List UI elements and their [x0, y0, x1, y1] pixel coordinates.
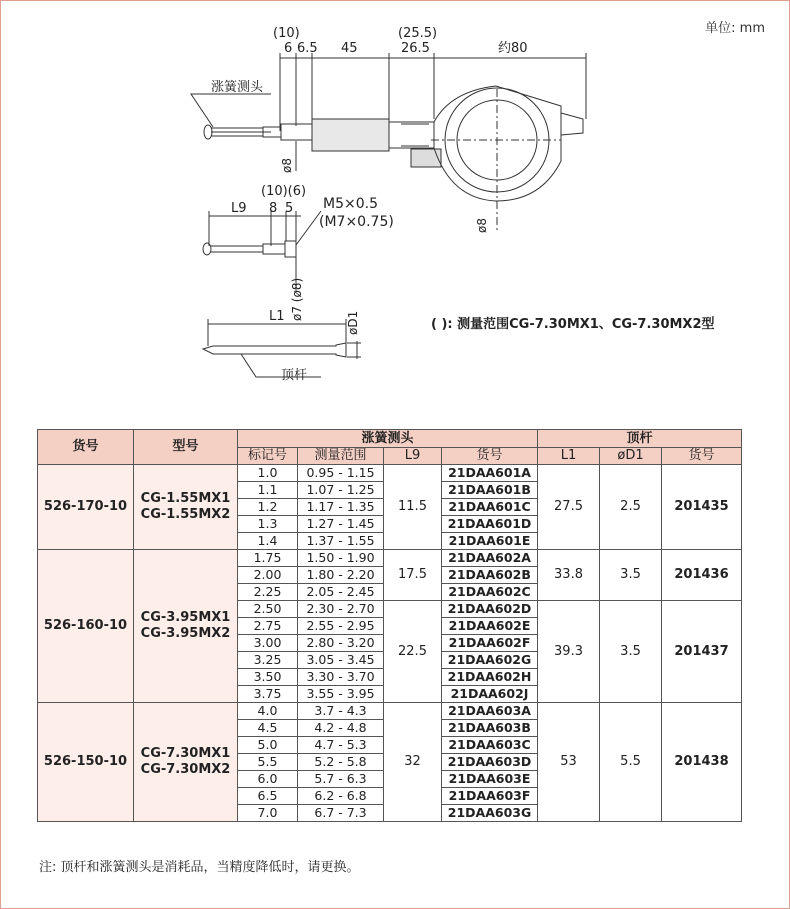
mark-cell: 3.50: [238, 669, 298, 686]
mark-cell: 6.5: [238, 788, 298, 805]
dim-80: 约80: [498, 41, 528, 56]
mark-cell: 5.0: [238, 737, 298, 754]
phi8-label-b: ø8: [475, 218, 489, 233]
range-cell: 5.7 - 6.3: [298, 771, 384, 788]
range-cell: 6.7 - 7.3: [298, 805, 384, 822]
footnote: 注: 顶杆和涨簧测头是消耗品，当精度降低时，请更换。: [39, 860, 360, 875]
thread-spec-1: M5×0.5: [323, 196, 378, 212]
probe-no-cell: 21DAA601C: [442, 499, 538, 516]
range-cell: 5.2 - 5.8: [298, 754, 384, 771]
mark-cell: 3.25: [238, 652, 298, 669]
table-row: [38, 465, 742, 482]
thread-spec-2: (M7×0.75): [319, 214, 394, 230]
item-no-cell: 526-150-10: [38, 703, 134, 822]
mark-cell: 2.25: [238, 584, 298, 601]
probe-no-cell: 21DAA603F: [442, 788, 538, 805]
phi7-label: ø7 (ø8): [290, 277, 304, 321]
dim-10: (10): [273, 26, 300, 41]
rod-no-cell: 201435: [662, 465, 742, 550]
header-probe-group: 涨簧测头: [238, 430, 538, 448]
table-row: [38, 703, 742, 720]
probe-no-cell: 21DAA602E: [442, 618, 538, 635]
probe-no-cell: 21DAA601D: [442, 516, 538, 533]
model-name: CG-3.95MX2: [140, 626, 231, 641]
range-cell: 3.7 - 4.3: [298, 703, 384, 720]
probe-no-cell: 21DAA603E: [442, 771, 538, 788]
probe-no-cell: 21DAA603C: [442, 737, 538, 754]
l1-cell: 33.8: [538, 550, 600, 601]
model-cell: [134, 703, 238, 822]
probe-no-cell: 21DAA603G: [442, 805, 538, 822]
mark-cell: 3.00: [238, 635, 298, 652]
range-cell: 1.37 - 1.55: [298, 533, 384, 550]
range-cell: 1.17 - 1.35: [298, 499, 384, 516]
range-cell: 2.30 - 2.70: [298, 601, 384, 618]
range-cell: 1.27 - 1.45: [298, 516, 384, 533]
range-cell: 1.50 - 1.90: [298, 550, 384, 567]
mark-cell: 6.0: [238, 771, 298, 788]
table-row: [38, 550, 742, 567]
legend-note: ( ): 测量范围CG-7.30MX1、CG-7.30MX2型: [431, 317, 715, 332]
mark-cell: 1.3: [238, 516, 298, 533]
l9-cell: 17.5: [384, 550, 442, 601]
range-cell: 1.80 - 2.20: [298, 567, 384, 584]
mark-cell: 3.75: [238, 686, 298, 703]
mark-cell: 1.4: [238, 533, 298, 550]
l9-cell: 32: [384, 703, 442, 822]
probe-no-cell: 21DAA602G: [442, 652, 538, 669]
dim-26-5: 26.5: [401, 41, 430, 56]
range-cell: 4.7 - 5.3: [298, 737, 384, 754]
l9-cell: 22.5: [384, 601, 442, 703]
model-name: CG-7.30MX2: [140, 762, 231, 777]
spec-table: [37, 429, 742, 822]
probe-no-cell: 21DAA601B: [442, 482, 538, 499]
dim-6-5: 6.5: [297, 41, 318, 56]
probe-no-cell: 21DAA603A: [442, 703, 538, 720]
probe-no-cell: 21DAA602H: [442, 669, 538, 686]
dim-6: 6: [284, 41, 293, 56]
probe-no-cell: 21DAA602D: [442, 601, 538, 618]
mark-cell: 2.00: [238, 567, 298, 584]
header-range: 测量范围: [298, 448, 384, 465]
rod-no-cell: 201438: [662, 703, 742, 822]
model-name: CG-1.55MX2: [140, 507, 231, 522]
probe-no-cell: 21DAA603D: [442, 754, 538, 771]
rod-no-cell: 201437: [662, 601, 742, 703]
item-no-cell: 526-160-10: [38, 550, 134, 703]
model-name: CG-1.55MX1: [140, 491, 231, 506]
mark-cell: 1.2: [238, 499, 298, 516]
header-l9: L9: [384, 448, 442, 465]
d1-cell: 3.5: [600, 601, 662, 703]
range-cell: 3.30 - 3.70: [298, 669, 384, 686]
dim-5: 5: [285, 201, 294, 216]
header-l1: L1: [538, 448, 600, 465]
range-cell: 1.07 - 1.25: [298, 482, 384, 499]
model-name: CG-3.95MX1: [140, 610, 231, 625]
d1-cell: 3.5: [600, 550, 662, 601]
header-item-no: 货号: [38, 430, 134, 465]
model-cell: [134, 550, 238, 703]
mark-cell: 7.0: [238, 805, 298, 822]
dim-8: 8: [269, 201, 278, 216]
probe-no-cell: 21DAA602B: [442, 567, 538, 584]
header-probe-no: 货号: [442, 448, 538, 465]
mark-cell: 1.75: [238, 550, 298, 567]
dim-l9: L9: [231, 201, 247, 216]
probe-no-cell: 21DAA601E: [442, 533, 538, 550]
dim-45: 45: [341, 41, 358, 56]
mark-cell: 2.75: [238, 618, 298, 635]
l1-cell: 39.3: [538, 601, 600, 703]
range-cell: 4.2 - 4.8: [298, 720, 384, 737]
dim-25-5: (25.5): [398, 26, 438, 41]
rod-no-cell: 201436: [662, 550, 742, 601]
rod-label: 顶杆: [281, 368, 308, 383]
item-no-cell: 526-170-10: [38, 465, 134, 550]
mark-cell: 2.50: [238, 601, 298, 618]
mark-cell: 4.0: [238, 703, 298, 720]
probe-no-cell: 21DAA602A: [442, 550, 538, 567]
l9-cell: 11.5: [384, 465, 442, 550]
probe-no-cell: 21DAA602J: [442, 686, 538, 703]
mark-cell: 1.0: [238, 465, 298, 482]
range-cell: 6.2 - 6.8: [298, 788, 384, 805]
phi8-label-a: ø8: [280, 158, 294, 173]
range-cell: 3.55 - 3.95: [298, 686, 384, 703]
range-cell: 3.05 - 3.45: [298, 652, 384, 669]
probe-no-cell: 21DAA602F: [442, 635, 538, 652]
header-rod-group: 顶杆: [538, 430, 742, 448]
probe-label: 涨簧测头: [211, 80, 264, 95]
model-cell: [134, 465, 238, 550]
range-cell: 2.80 - 3.20: [298, 635, 384, 652]
probe-no-cell: 21DAA603B: [442, 720, 538, 737]
mark-cell: 4.5: [238, 720, 298, 737]
unit-label: 单位: mm: [705, 21, 765, 36]
d1-cell: 2.5: [600, 465, 662, 550]
mark-cell: 1.1: [238, 482, 298, 499]
dim-10-6: (10)(6): [261, 184, 307, 199]
model-name: CG-7.30MX1: [140, 746, 231, 761]
probe-no-cell: 21DAA602C: [442, 584, 538, 601]
header-rod-no: 货号: [662, 448, 742, 465]
header-d1: øD1: [600, 448, 662, 465]
range-cell: 2.05 - 2.45: [298, 584, 384, 601]
d1-cell: 5.5: [600, 703, 662, 822]
l1-cell: 27.5: [538, 465, 600, 550]
header-mark: 标记号: [238, 448, 298, 465]
mark-cell: 5.5: [238, 754, 298, 771]
dim-l1: L1: [269, 309, 285, 324]
header-model: 型号: [134, 430, 238, 465]
l1-cell: 53: [538, 703, 600, 822]
probe-no-cell: 21DAA601A: [442, 465, 538, 482]
dim-d1: øD1: [346, 310, 360, 335]
technical-drawing: [1, 1, 790, 421]
range-cell: 2.55 - 2.95: [298, 618, 384, 635]
range-cell: 0.95 - 1.15: [298, 465, 384, 482]
